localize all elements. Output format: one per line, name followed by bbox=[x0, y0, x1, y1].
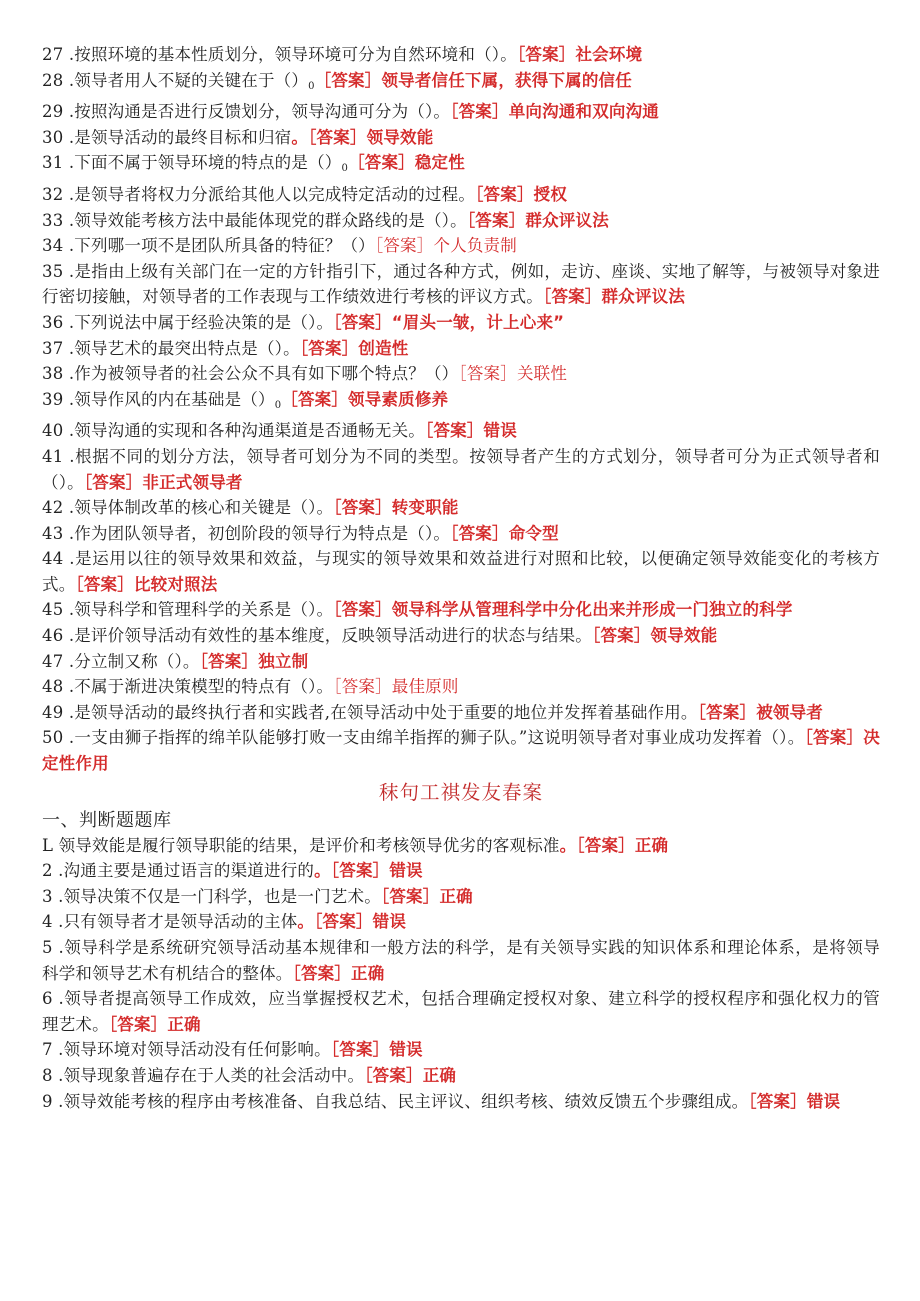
question-item bbox=[42, 387, 880, 419]
question-text: 38 .作为被领导者的社会公众不具有如下哪个特点？（） bbox=[42, 364, 459, 384]
question-text: 46 .是评价领导活动有效性的基本维度，反映领导活动进行的状态与结果。 bbox=[42, 626, 592, 646]
answer-text: ［答案］群众评议法 bbox=[543, 287, 686, 307]
question-item bbox=[42, 597, 880, 623]
section-heading: 一、判断题题库 bbox=[42, 809, 172, 831]
answer-text: ［答案］正确 bbox=[380, 886, 473, 906]
question-item bbox=[42, 233, 880, 259]
question-text: 32 .是领导者将权力分派给其他人以完成特定活动的过程。 bbox=[42, 184, 476, 204]
document-page bbox=[42, 42, 880, 1114]
document-title: 秣句工祺发友春案 bbox=[378, 780, 543, 804]
question-text: 44 .是运用以往的领导效果和效益，与现实的领导效果和效益进行对照和比较，以便确定领导效能变化的考核方式。 bbox=[42, 549, 880, 594]
answer-text: ［答案］错误 bbox=[330, 1040, 423, 1060]
question-item bbox=[42, 623, 880, 649]
question-text: 5 .领导科学是系统研究领导活动基本规律和一般方法的科学，是有关领导实践的知识体系和理论体系，是将领导科学和领导艺术有机结合的整体。 bbox=[42, 938, 880, 983]
question-item bbox=[42, 150, 880, 182]
question-text: 43 .作为团队领导者，初创阶段的领导行为特点是（）。 bbox=[42, 523, 451, 543]
question-item bbox=[42, 361, 880, 387]
question-item bbox=[42, 649, 880, 675]
answer-text: ［答案］非正式领导者 bbox=[83, 472, 243, 492]
answer-text: ［答案］领导者信任下属，获得下属的信任 bbox=[314, 70, 632, 90]
question-text: 3 .领导决策不仅是一门科学，也是一门艺术。 bbox=[42, 886, 381, 906]
question-text: 30 .是领导活动的最终目标和归宿 bbox=[42, 127, 292, 147]
answer-text: 。［答案］错误 bbox=[314, 861, 423, 881]
question-text: 8 .领导现象普遍存在于人类的社会活动中。 bbox=[42, 1065, 365, 1085]
question-item bbox=[42, 1063, 880, 1089]
question-text: 41 .根据不同的划分方法，领导者可划分为不同的类型。按领导者产生的方式划分，领导者可分为正式领导者和（）。 bbox=[42, 446, 880, 492]
answer-text: ［答案］单向沟通和双向沟通 bbox=[450, 102, 659, 122]
answer-text: ［答案］转变职能 bbox=[333, 498, 459, 518]
answer-text: ［答案］错误 bbox=[748, 1091, 841, 1111]
answer-text: 。［答案］错误 bbox=[297, 912, 407, 932]
answer-text: ［答案］错误 bbox=[425, 421, 517, 441]
question-item bbox=[42, 125, 880, 151]
question-text: 6 .领导者提高领导工作成效，应当掌握授权艺术，包括合理确定授权对象、建立科学的授权程序和强化权力的管理艺术。 bbox=[42, 989, 880, 1034]
question-text: 39 .领导作风的内在基础是（） bbox=[42, 389, 275, 409]
subscript-mark: 0 bbox=[341, 163, 349, 175]
question-item bbox=[42, 208, 880, 234]
subscript-mark: 0 bbox=[308, 80, 315, 92]
question-item bbox=[42, 986, 880, 1037]
question-text: 48 .不属于渐进决策模型的特点有（）。 bbox=[42, 677, 334, 697]
question-text: 33 .领导效能考核方法中最能体现党的群众路线的是（）。 bbox=[42, 210, 467, 230]
question-text: 47 .分立制又称（）。 bbox=[42, 651, 200, 671]
question-item bbox=[42, 42, 880, 68]
answer-text: ［答案］正确 bbox=[364, 1065, 457, 1085]
question-item bbox=[42, 833, 880, 859]
question-item bbox=[42, 99, 880, 125]
answer-text: ［答案］正确 bbox=[292, 963, 385, 983]
question-text: 42 .领导体制改革的核心和关键是（）。 bbox=[42, 498, 334, 518]
question-text: 7 .领导环境对领导活动没有任何影响。 bbox=[42, 1040, 331, 1060]
question-item bbox=[42, 521, 880, 547]
question-text: 50 .一支由狮子指挥的绵羊队能够打败一支由绵羊指挥的狮子队。”这说明领导者对事业成功发挥着（）。 bbox=[42, 728, 805, 748]
question-item bbox=[42, 495, 880, 521]
question-text: 4 .只有领导者才是领导活动的主体 bbox=[42, 912, 298, 932]
question-text: 28 .领导者用人不疑的关键在于（） bbox=[42, 70, 309, 90]
question-item bbox=[42, 1037, 880, 1063]
answer-text: ［答案］正确 bbox=[108, 1014, 201, 1034]
question-item bbox=[42, 858, 880, 884]
question-item bbox=[42, 909, 880, 935]
answer-text: ［答案］个人负责制 bbox=[374, 236, 517, 256]
question-text: 27 .按照环境的基本性质划分，领导环境可分为自然环境和（）。 bbox=[42, 45, 517, 64]
answer-text: ［答案］社会环境 bbox=[516, 45, 643, 64]
answer-text: ［答案］命令型 bbox=[450, 523, 559, 543]
question-text: 36 .下列说法中属于经验决策的是（）。 bbox=[42, 312, 334, 332]
question-text: 37 .领导艺术的最突出特点是（）。 bbox=[42, 338, 300, 358]
answer-text: 。［答案］正确 bbox=[559, 835, 669, 855]
question-text: 34 .下列哪一项不是团队所具备的特征？（） bbox=[42, 236, 375, 256]
answer-text: ［答案］比较对照法 bbox=[75, 574, 218, 594]
question-text: L 领导效能是履行领导职能的结果，是评价和考核领导优劣的客观标准 bbox=[42, 835, 560, 855]
question-item bbox=[42, 725, 880, 776]
question-text: 49 .是领导活动的最终执行者和实践者,在领导活动中处于重要的地位并发挥着基础作用。 bbox=[42, 702, 698, 722]
answer-text: 。［答案］领导效能 bbox=[291, 127, 434, 147]
answer-text: ［答案］领导科学从管理科学中分化出来并形成一门独立的科学 bbox=[333, 600, 793, 620]
question-item bbox=[42, 884, 880, 910]
answer-text: ［答案］创造性 bbox=[299, 338, 409, 358]
question-item bbox=[42, 336, 880, 362]
answer-text: ［答案］决定性作用 bbox=[42, 728, 880, 774]
question-text: 45 .领导科学和管理科学的关系是（）。 bbox=[42, 600, 334, 620]
question-item bbox=[42, 310, 880, 336]
question-text: 29 .按照沟通是否进行反馈划分，领导沟通可分为（）。 bbox=[42, 102, 451, 122]
question-text: 2 .沟通主要是通过语言的渠道进行的 bbox=[42, 861, 315, 881]
question-item bbox=[42, 935, 880, 986]
question-text: 31 .下面不属于领导环境的特点的是（） bbox=[42, 153, 342, 173]
question-list-part-b bbox=[42, 833, 880, 1115]
answer-text: ［答案］“眉头一皱，计上心来” bbox=[333, 312, 565, 332]
answer-text: ［答案］领导素质修养 bbox=[281, 389, 449, 409]
answer-text: ［答案］群众评议法 bbox=[466, 210, 609, 230]
question-item bbox=[42, 259, 880, 310]
question-item bbox=[42, 1089, 880, 1115]
question-text: 9 .领导效能考核的程序由考核准备、自我总结、民主评议、组织考核、绩效反馈五个步骤组成。 bbox=[42, 1091, 749, 1111]
question-text: 35 .是指由上级有关部门在一定的方针指引下，通过各种方式，例如，走访、座谈、实地了解等，与被领导对象进行密切接触，对领导者的工作表现与工作绩效进行考核的评议方式。 bbox=[42, 261, 880, 307]
answer-text: ［答案］稳定性 bbox=[348, 153, 465, 173]
question-item bbox=[42, 68, 880, 100]
answer-text: ［答案］授权 bbox=[475, 184, 568, 204]
question-text: 40 .领导沟通的实现和各种沟通渠道是否通畅无关。 bbox=[42, 421, 425, 441]
answer-text: ［答案］独立制 bbox=[199, 651, 309, 671]
question-item bbox=[42, 546, 880, 597]
question-item bbox=[42, 700, 880, 726]
answer-text: ［答案］被领导者 bbox=[697, 702, 823, 722]
question-item bbox=[42, 674, 880, 700]
question-item bbox=[42, 418, 880, 444]
answer-text: ［答案］最佳原则 bbox=[333, 677, 459, 697]
question-item bbox=[42, 182, 880, 208]
subscript-mark: 0 bbox=[274, 399, 282, 411]
answer-text: ［答案］关联性 bbox=[458, 364, 568, 384]
answer-text: ［答案］领导效能 bbox=[592, 626, 718, 646]
question-item bbox=[42, 444, 880, 495]
question-list-part-a bbox=[42, 42, 880, 777]
